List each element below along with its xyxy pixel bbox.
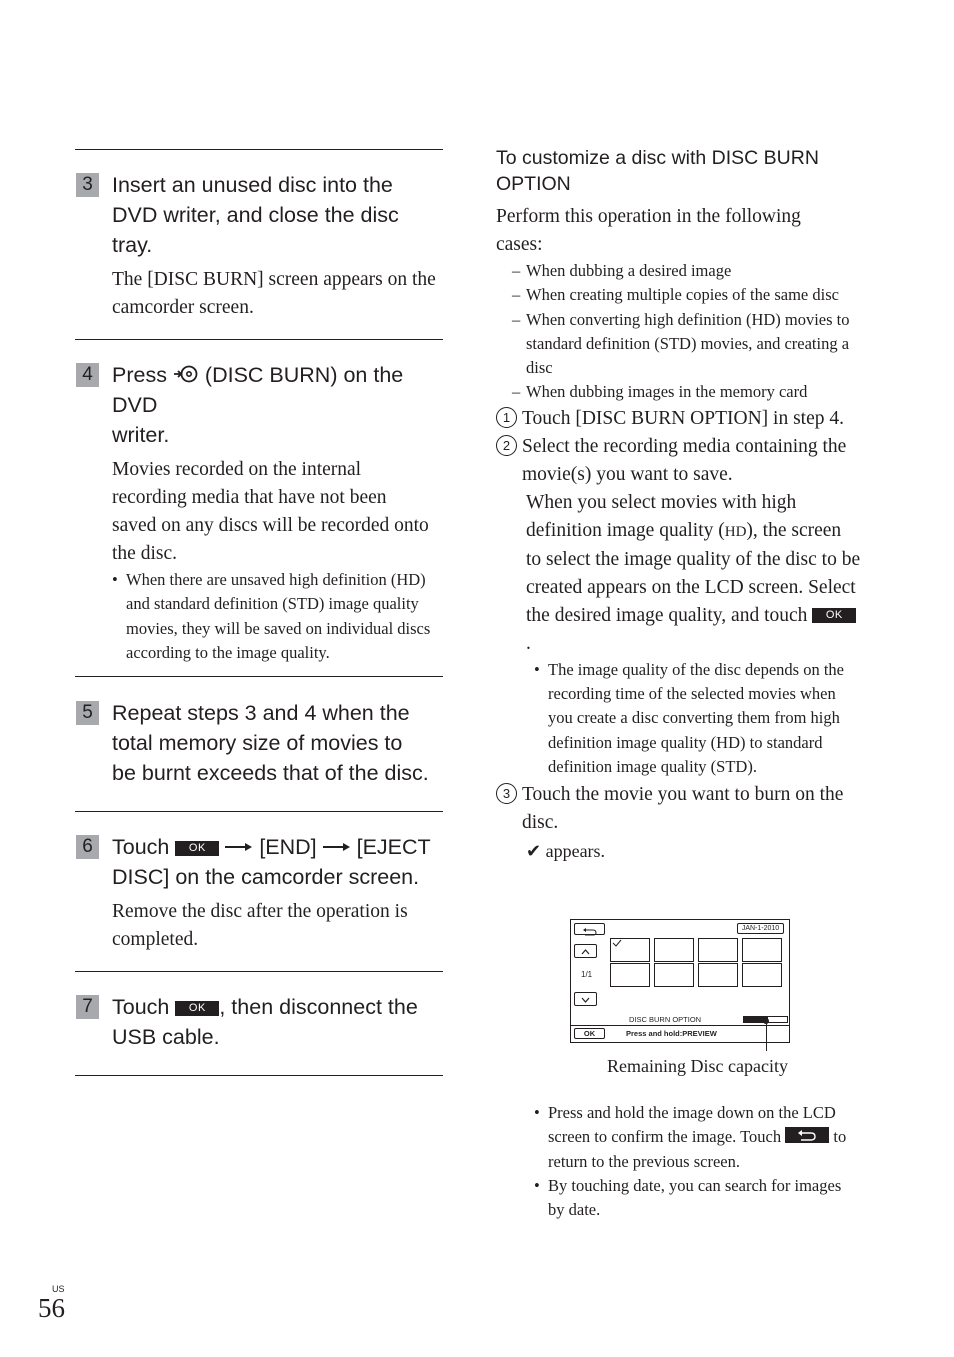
step-heading: Touch OK , then disconnect the USB cable. (112, 995, 418, 1049)
substep-3: 3 Touch the movie you want to burn on the disc. (496, 781, 852, 837)
return-arrow-icon (785, 1128, 829, 1144)
step-3 (75, 170, 447, 322)
appears-line: ✔ appears. (526, 841, 606, 863)
step-heading: Repeat steps 3 and 4 when the total memory size of movies to be burnt exceeds that of the disc. (112, 701, 429, 785)
thumbnail[interactable] (698, 963, 738, 987)
thumbnail[interactable] (610, 938, 650, 962)
step-number: 3 (76, 173, 99, 197)
ok-button-icon: OK (812, 608, 856, 623)
scroll-up-button[interactable] (574, 944, 597, 958)
notes-list (534, 1101, 854, 1222)
step-number: 4 (76, 363, 99, 387)
customize-section (496, 145, 871, 866)
step-number: 7 (76, 995, 99, 1019)
arrow-right-icon (225, 842, 253, 852)
note-bullet: • The image quality of the disc depends on the recording time of the selected movies when you create a disc converting them from high definition image quality (HD) to standard definition image quality (STD). (534, 658, 853, 779)
disc-burn-option-label: DISC BURN OPTION (629, 1015, 702, 1024)
ok-button-icon: OK (175, 841, 219, 856)
thumbnail[interactable] (698, 938, 738, 962)
date-button[interactable]: JAN-1-2010 (737, 923, 784, 934)
step-7 (75, 992, 447, 1052)
divider (75, 971, 443, 972)
ok-button-icon: OK (175, 1001, 219, 1016)
press-hold-label: Press and hold:PREVIEW (626, 1029, 717, 1038)
chevron-down-icon (575, 994, 596, 1006)
hd-paragraph: When you select movies with high definition image quality (HD), the screen to select the image quality of the disc to be created appears on the LCD screen. Select the desired image quality, and touch OK. (526, 491, 861, 654)
callout-line (766, 1021, 767, 1051)
back-button[interactable] (574, 923, 605, 935)
page-number: 56 (38, 1293, 65, 1323)
step-circle: 1 (496, 407, 517, 428)
thumbnail[interactable] (654, 938, 694, 962)
figure-caption: Remaining Disc capacity (607, 1056, 788, 1076)
note-bullet: • Press and hold the image down on the LCD screen to confirm the image. Touch to return to the previous screen. (534, 1101, 854, 1174)
page-indicator: 1/1 (581, 970, 593, 979)
step-circle: 3 (496, 783, 517, 804)
callout-dot (763, 1018, 769, 1024)
divider-bottom (75, 1075, 443, 1076)
thumbnail[interactable] (654, 963, 694, 987)
lcd-separator (571, 1025, 789, 1026)
lcd-screen-illustration (570, 919, 790, 1043)
substep-1: 1 Touch [DISC BURN OPTION] in step 4. (496, 405, 871, 433)
intro-text: Perform this operation in the following cases: (496, 206, 801, 255)
check-mark-icon: ✔ (526, 841, 542, 863)
list-item: – When dubbing a desired image (496, 259, 871, 283)
note-bullet: • When there are unsaved high definition (HD) and standard definition (STD) image quality movies, they will be saved on individual discs according to the image quality. (112, 568, 442, 665)
list-item: – When dubbing images in the memory card (496, 380, 871, 404)
step-body: The [DISC BURN] screen appears on the camcorder screen. (112, 269, 436, 318)
cases-list (496, 259, 871, 405)
scroll-down-button[interactable] (574, 992, 597, 1006)
return-arrow-icon (575, 927, 604, 937)
step-heading: Insert an unused disc into the DVD writer, and close the disc tray. (112, 173, 399, 257)
region-label: US (52, 1284, 65, 1294)
step-body: Movies recorded on the internal recording media that have not been saved on any discs will be recorded onto the disc. (112, 459, 429, 564)
list-item: – When converting high definition (HD) movies to standard definition (STD) movies, and creating a disc (496, 308, 866, 381)
section-title: To customize a disc with DISC BURN OPTION (496, 147, 819, 195)
step-number: 5 (76, 701, 99, 725)
divider (75, 811, 443, 812)
step-body: Remove the disc after the operation is completed. (112, 901, 408, 950)
step-6 (75, 832, 447, 954)
substep-2: 2 Select the recording media containing the movie(s) you want to save. (496, 433, 852, 489)
arrow-right-icon (323, 842, 351, 852)
list-item: – When creating multiple copies of the same disc (496, 283, 846, 307)
chevron-up-icon (575, 946, 596, 958)
back-button-icon (785, 1127, 829, 1143)
step-heading: Touch OK [END] [EJECT DISC] on the camcorder screen. (112, 835, 431, 889)
step-number: 6 (76, 835, 99, 859)
thumbnail[interactable] (742, 938, 782, 962)
step-circle: 2 (496, 435, 517, 456)
divider-top (75, 149, 443, 150)
note-bullet: • By touching date, you can search for images by date. (534, 1174, 854, 1223)
step-4 (75, 360, 447, 665)
ok-button[interactable]: OK (574, 1028, 605, 1039)
step-heading: Press (DISC BURN) on the DVD writer. (112, 363, 404, 447)
thumbnail[interactable] (610, 963, 650, 987)
thumbnail[interactable] (742, 963, 782, 987)
divider (75, 676, 443, 677)
disc-burn-icon (173, 364, 199, 384)
divider (75, 339, 443, 340)
step-5 (75, 698, 447, 788)
